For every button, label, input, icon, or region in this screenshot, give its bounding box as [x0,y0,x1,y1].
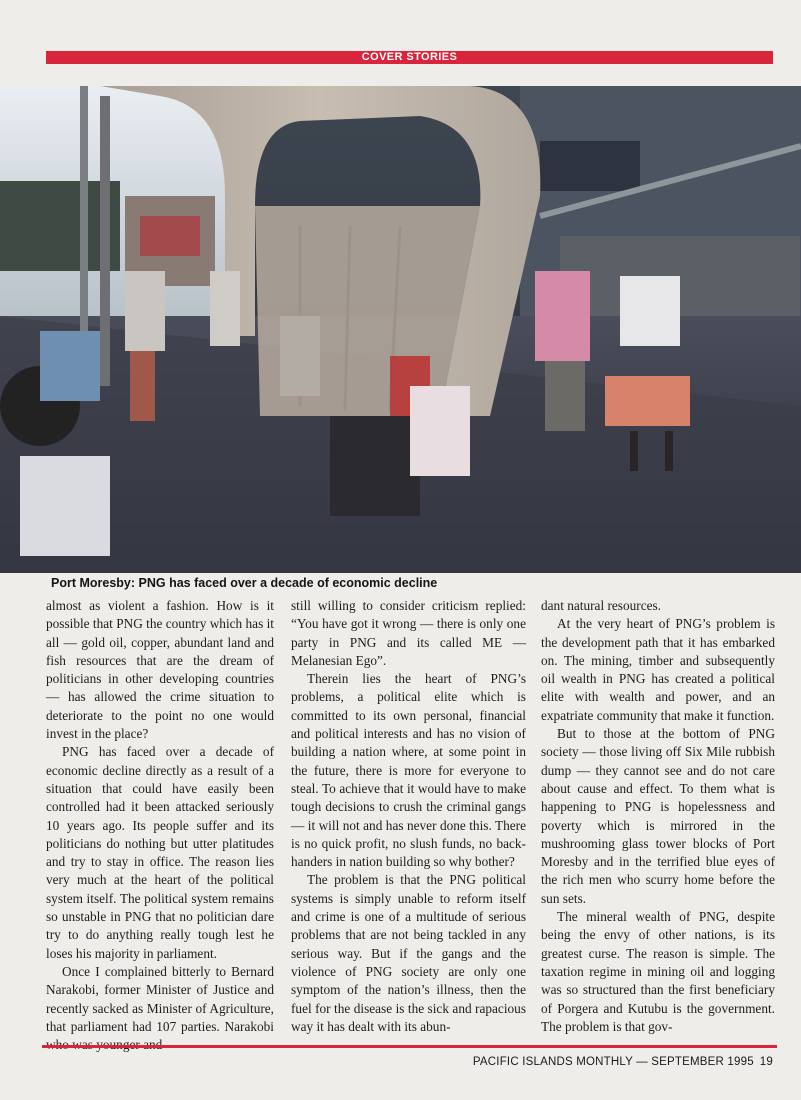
paragraph: almost as violent a fashion. How is it possible that PNG the country which has it all — gold oil, copper, abundant land and fish resources that are the dream of politicians in other developing countries — has allowed the crime situation to deteriorate to the point no one would invest in the place? [46,598,274,742]
paragraph: The mineral wealth of PNG, despite being the envy of other nations, is its greatest curse. The reason is simple. The taxation regime in mining oil and logging was so structured than the first beneficiary of Porgera and Kutubu is the government. The problem is that gov- [541,909,775,1034]
section-title: COVER STORIES [361,51,458,63]
paragraph: still willing to consider criticism replied: “You have got it wrong — there is only one party in PNG and its called ME — Melanesian Ego”. [291,598,526,668]
article-column-1 [46,597,274,1054]
paragraph: Therein lies the heart of PNG’s problems, a political elite which is committed to its own personal, financial and political interests and has no vision of building a nation where, at some point in the future, there is more for everyone to steal. To achieve that it would have to make tough decisions to crush the criminal gangs — it will not and has never done this. There is no quick profit, no slush funds, no back-handers in nation building so why bother? [291,671,526,870]
section-banner [46,51,773,64]
footer-rule [42,1045,777,1048]
paragraph: But to those at the bottom of PNG society — those living off Six Mile rubbish dump — they cannot see and do not care about cause and effect. To them what is happening to PNG is hopelessness and poverty which is mirrored in the mushrooming glass tower blocks of Port Moresby and in the terrified blue eyes of the rich men who scurry home before the sun sets. [541,726,775,906]
photo-caption: Port Moresby: PNG has faced over a decade of economic decline [51,576,438,590]
page-footer [473,1056,773,1068]
publication-name: PACIFIC ISLANDS MONTHLY — SEPTEMBER 1995 [472,1056,754,1068]
paragraph: At the very heart of PNG’s problem is the development path that it has embarked on. The mining, timber and subsequently oil wealth in PNG has created a political elite with wealth and power, and an expatriate community that make it function. [541,616,775,723]
paragraph: dant natural resources. [541,598,661,613]
paragraph: The problem is that the PNG political systems is simply unable to reform itself and crime is one of a multitude of serious problems that are not being tackled in any serious way. But if the gangs and the violence of PNG society are only one symptom of the nation’s illness, then the fuel for the disease is the sick and rapacious way it has dealt with its abun- [291,872,526,1034]
paragraph: PNG has faced over a decade of economic decline directly as a result of a situation that could have easily been controlled had it been attacked seriously 10 years ago. Its people suffer and its politicians do nothing but utter platitudes and try to stay in office. The reason lies very much at the heart of the political system itself. The political system remains so unstable in PNG that no politician dare try to do anything really tough lest he loses his majority in parliament. [46,744,274,961]
page-number: 19 [759,1056,773,1068]
cover-photo [0,86,801,573]
article-column-2 [291,597,526,1036]
paragraph: Once I complained bitterly to Bernard Narakobi, former Minister of Justice and recently sacked as Minister of Agriculture, that parliament had 107 parties. Narakobi [46,963,274,1034]
article-column-3 [541,597,775,1036]
